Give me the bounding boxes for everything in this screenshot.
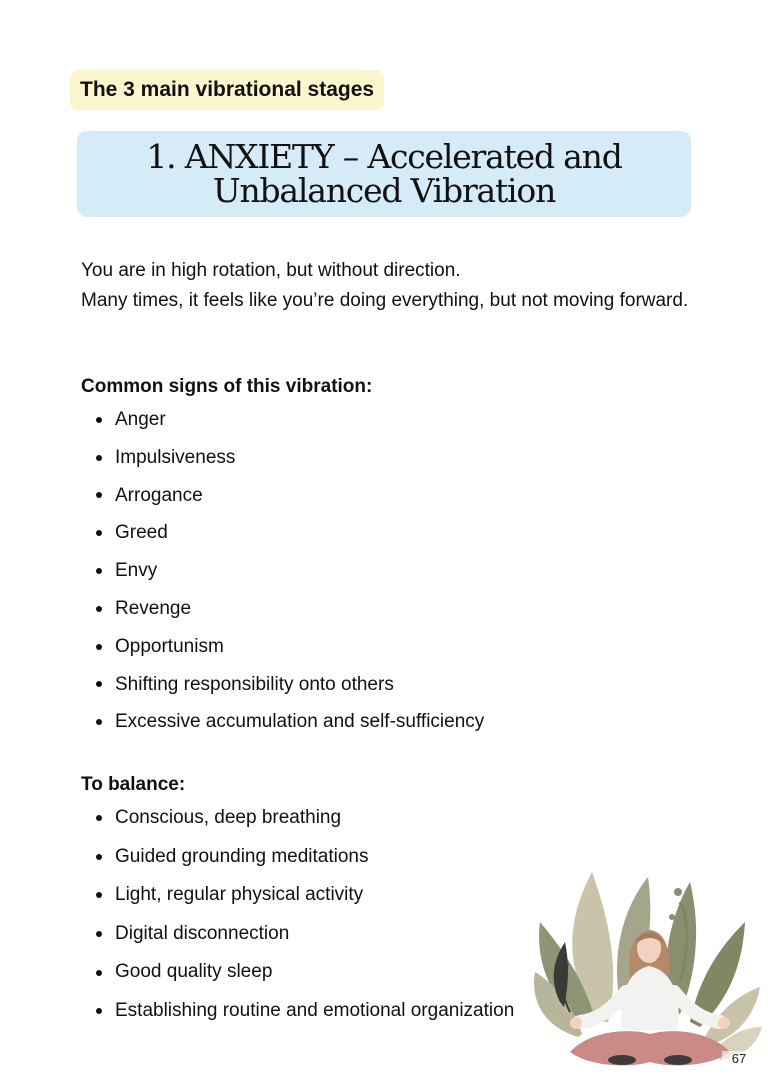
list-item: Good quality sleep	[81, 953, 514, 992]
signs-list	[81, 401, 484, 741]
intro-text	[81, 256, 701, 315]
list-item: Establishing routine and emotional organization	[81, 992, 514, 1031]
meditating-woman-with-plants-illustration	[530, 862, 762, 1076]
list-item: Conscious, deep breathing	[81, 799, 514, 838]
list-item: Anger	[81, 401, 484, 439]
list-item: Excessive accumulation and self-sufficiency	[81, 703, 484, 741]
balance-heading: To balance:	[81, 774, 186, 795]
signs-heading: Common signs of this vibration:	[81, 376, 373, 397]
list-item: Arrogance	[81, 477, 484, 515]
intro-line-1: You are in high rotation, but without direction.	[81, 260, 461, 281]
intro-line-2: Many times, it feels like you’re doing everything, but not moving forward.	[81, 289, 689, 311]
list-item: Impulsiveness	[81, 439, 484, 477]
list-item: Digital disconnection	[81, 915, 514, 954]
list-item: Opportunism	[81, 628, 484, 666]
section-tag: The 3 main vibrational stages	[70, 70, 384, 110]
list-item: Envy	[81, 552, 484, 590]
title-banner	[77, 131, 691, 217]
page-number: 67	[722, 1051, 756, 1066]
list-item: Shifting responsibility onto others	[81, 666, 484, 704]
page-title: 1. ANXIETY – Accelerated and Unbalanced Vibration	[146, 137, 622, 210]
list-item: Guided grounding meditations	[81, 838, 514, 877]
list-item: Greed	[81, 514, 484, 552]
balance-list	[81, 799, 514, 1031]
list-item: Revenge	[81, 590, 484, 628]
list-item: Light, regular physical activity	[81, 876, 514, 915]
